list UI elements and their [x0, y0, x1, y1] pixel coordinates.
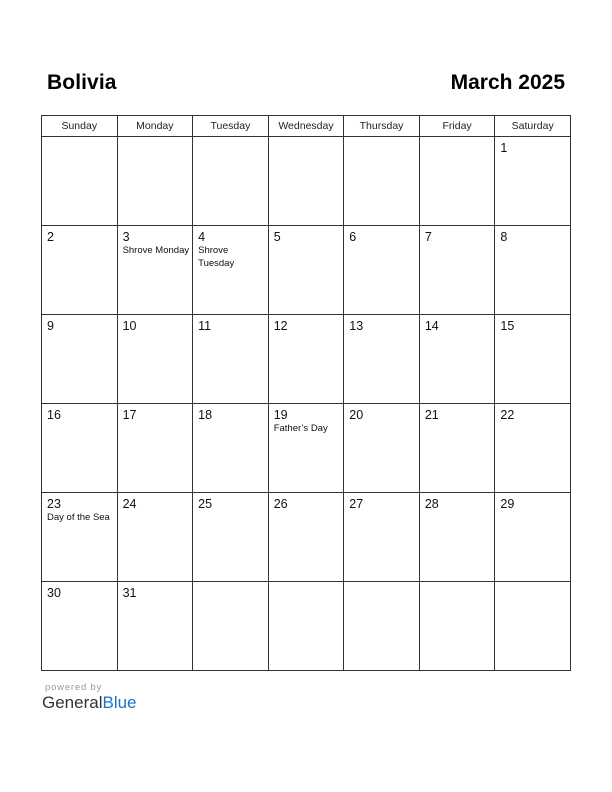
- holiday-label: Shrove Tuesday: [198, 245, 235, 269]
- day-cell: [419, 137, 495, 226]
- day-cell: [495, 226, 571, 315]
- day-cell: [419, 582, 495, 671]
- day-cell: [193, 226, 269, 315]
- day-number: 10: [122, 319, 137, 333]
- day-cell: [344, 315, 420, 404]
- day-number: 24: [122, 497, 137, 511]
- week-row: [42, 404, 571, 493]
- weekday-header-row: [42, 116, 571, 137]
- day-number: 20: [349, 408, 364, 422]
- day-cell: [344, 226, 420, 315]
- day-number: 3: [122, 230, 130, 244]
- day-number: 14: [424, 319, 439, 333]
- day-number: 16: [47, 408, 61, 422]
- day-cell: [268, 582, 344, 671]
- brand-general: General: [42, 693, 103, 712]
- day-number: 28: [424, 497, 439, 511]
- day-cell: [495, 315, 571, 404]
- holiday-label: Day of the Sea: [47, 512, 110, 523]
- day-cell: [117, 404, 193, 493]
- day-cell: [193, 404, 269, 493]
- day-cell: [42, 404, 118, 493]
- holiday-label: Father’s Day: [273, 423, 328, 434]
- day-number: 25: [198, 497, 213, 511]
- day-cell: [419, 493, 495, 582]
- day-cell: [42, 137, 118, 226]
- day-cell: [268, 137, 344, 226]
- week-row: [42, 582, 571, 671]
- day-cell: [193, 137, 269, 226]
- day-cell: [42, 493, 118, 582]
- month-title: March 2025: [450, 71, 565, 94]
- day-cell: [42, 315, 118, 404]
- weekday-header: Sunday: [42, 116, 118, 137]
- day-cell: [344, 493, 420, 582]
- day-cell: [268, 315, 344, 404]
- day-number: 11: [198, 319, 212, 333]
- day-number: 7: [424, 230, 432, 244]
- day-cell: [495, 404, 571, 493]
- day-cell: [193, 582, 269, 671]
- holiday-label: Shrove Monday: [122, 245, 190, 256]
- day-cell: [495, 493, 571, 582]
- day-number: 1: [500, 141, 508, 155]
- day-number: 13: [349, 319, 364, 333]
- day-cell: [42, 226, 118, 315]
- brand-blue: Blue: [102, 693, 137, 712]
- day-number: 4: [198, 230, 206, 244]
- day-cell: [419, 315, 495, 404]
- calendar-grid: [41, 115, 571, 671]
- day-number: 6: [349, 230, 357, 244]
- day-cell: [268, 493, 344, 582]
- week-row: [42, 226, 571, 315]
- day-cell: [268, 226, 344, 315]
- day-cell: [419, 404, 495, 493]
- day-number: 2: [47, 230, 54, 244]
- powered-by-label: powered by: [45, 682, 103, 693]
- brand-logo: [42, 693, 137, 713]
- day-cell: [344, 582, 420, 671]
- day-number: 22: [500, 408, 515, 422]
- day-number: 21: [424, 408, 439, 422]
- weekday-header: Monday: [117, 116, 193, 137]
- day-number: 30: [47, 586, 61, 600]
- day-cell: [193, 315, 269, 404]
- week-row: [42, 493, 571, 582]
- day-cell: [344, 404, 420, 493]
- day-number: 18: [198, 408, 213, 422]
- day-cell: [42, 582, 118, 671]
- weekday-header: Wednesday: [268, 116, 344, 137]
- day-number: 31: [122, 586, 137, 600]
- day-cell: [495, 582, 571, 671]
- weekday-header: Tuesday: [193, 116, 269, 137]
- week-row: [42, 137, 571, 226]
- country-title: Bolivia: [47, 71, 117, 94]
- day-cell: [117, 493, 193, 582]
- day-cell: [117, 137, 193, 226]
- day-number: 26: [273, 497, 288, 511]
- day-cell: [419, 226, 495, 315]
- weekday-header: Friday: [419, 116, 495, 137]
- day-number: 12: [273, 319, 288, 333]
- day-cell: [193, 493, 269, 582]
- day-cell: [117, 582, 193, 671]
- day-number: 19: [273, 408, 288, 422]
- day-cell: [117, 226, 193, 315]
- day-cell: [268, 404, 344, 493]
- day-cell: [117, 315, 193, 404]
- day-number: 23: [47, 497, 61, 511]
- day-number: 5: [273, 230, 281, 244]
- weekday-header: Thursday: [344, 116, 420, 137]
- day-number: 15: [500, 319, 515, 333]
- day-number: 27: [349, 497, 364, 511]
- day-number: 29: [500, 497, 515, 511]
- day-cell: [495, 137, 571, 226]
- day-number: 8: [500, 230, 508, 244]
- weekday-header: Saturday: [495, 116, 571, 137]
- day-number: 9: [47, 319, 54, 333]
- day-number: 17: [122, 408, 137, 422]
- day-cell: [344, 137, 420, 226]
- week-row: [42, 315, 571, 404]
